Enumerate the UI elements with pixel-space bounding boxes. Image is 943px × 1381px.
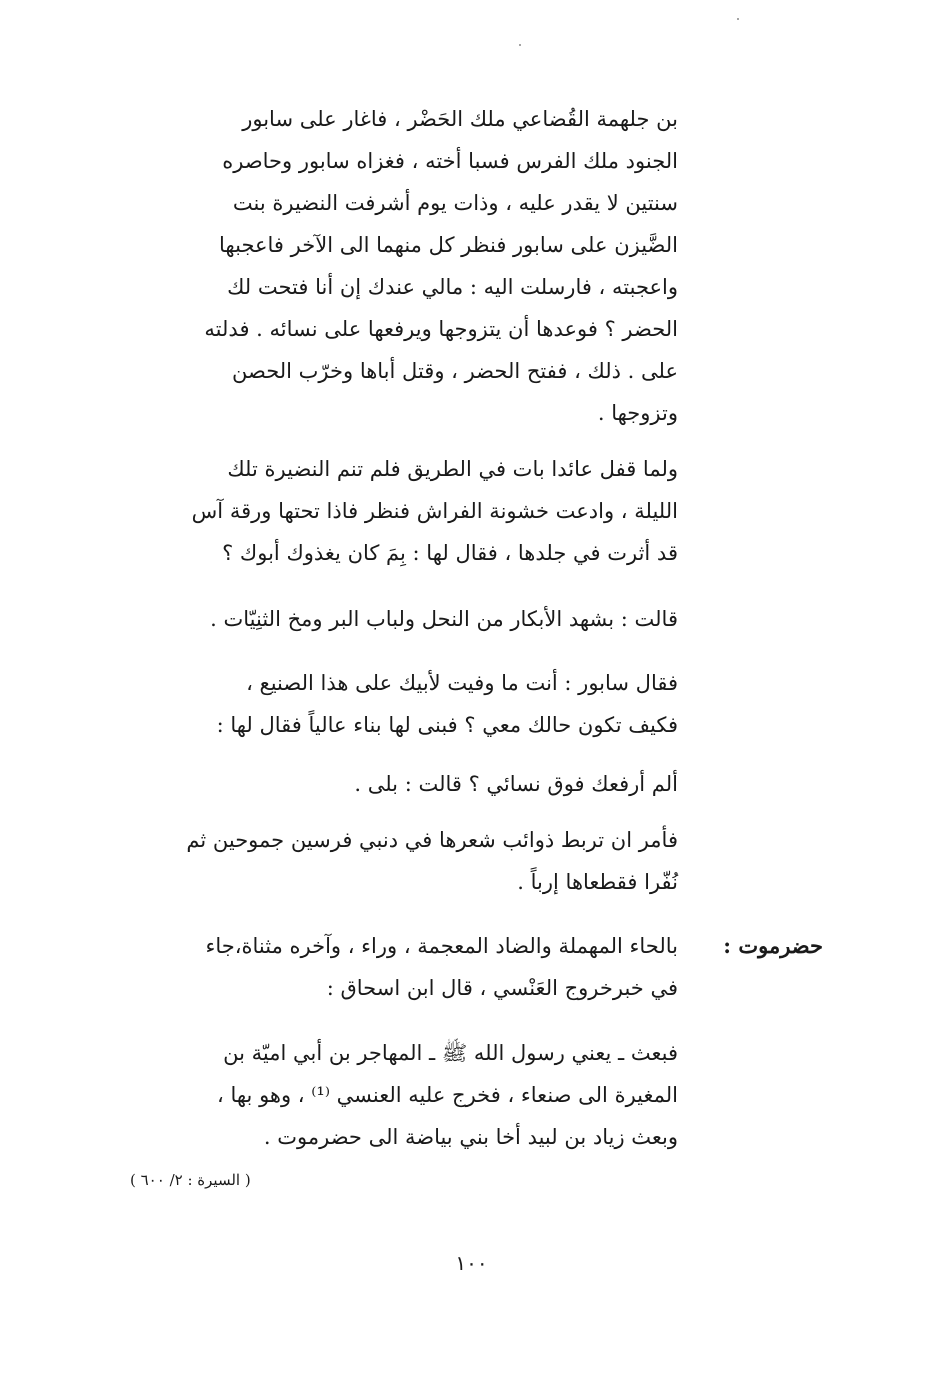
ink-speck xyxy=(519,44,521,46)
text-line: الجنود ملك الفرس فسبا أخته ، فغزاه سابور وحاصره xyxy=(222,149,678,173)
text-line: قالت : بشهد الأبكار من النحل ولباب البر ومخ الثنِيّات . xyxy=(210,607,678,631)
text-line: على . ذلك ، ففتح الحضر ، وقتل أباها وخرّب الحصن xyxy=(232,359,678,383)
text-line: واعجبته ، فارسلت اليه : مالي عندك إن أنا فتحت لك xyxy=(227,275,678,299)
text-line: المغيرة الى صنعاء ، فخرج عليه العنسي ⁽¹⁾ ، وهو بها ، xyxy=(217,1083,678,1107)
text-line: في خبرخروج العَنْسي ، قال ابن اسحاق : xyxy=(326,976,678,1000)
paragraph-4 xyxy=(130,662,678,746)
paragraph-5 xyxy=(130,763,678,805)
text-line: سنتين لا يقدر عليه ، وذات يوم أشرفت النضيرة بنت xyxy=(232,191,678,215)
text-line: الحضر ؟ فوعدها أن يتزوجها ويرفعها على نسائه . فدلته xyxy=(204,317,678,341)
text-line: فقال سابور : أنت ما وفيت لأبيك على هذا الصنيع ، xyxy=(246,671,678,695)
entry-hadramawt-text xyxy=(130,925,678,1009)
paragraph-7 xyxy=(130,1032,678,1158)
text-line: ألم أرفعك فوق نسائي ؟ قالت : بلى . xyxy=(354,772,678,796)
paragraph-6 xyxy=(130,819,678,903)
text-line: فأمر ان تربط ذوائب شعرها في دنبي فرسين جموحين ثم xyxy=(186,828,678,852)
paragraph-3 xyxy=(130,598,678,640)
text-line: بن جلهمة القُضاعي ملك الحَضْر ، فاغار على سابور xyxy=(242,107,678,131)
paragraph-2 xyxy=(130,448,678,574)
text-line: فكيف تكون حالك معي ؟ فبنى لها بناء عالياً فقال لها : xyxy=(216,713,678,737)
text-line: وتزوجها . xyxy=(597,401,678,425)
text-line: بالحاء المهملة والضاد المعجمة ، وراء ، وآخره مثناة،جاء xyxy=(205,934,678,958)
text-line: وبعث زياد بن لبيد أخا بني بياضة الى حضرموت . xyxy=(263,1125,678,1149)
text-line: ولما قفل عائدا بات في الطريق فلم تنم النضيرة تلك xyxy=(227,457,678,481)
text-line: نُفّرا فقطعاها إرباً . xyxy=(517,870,678,894)
text-line: الضَّيزن على سابور فنظر كل منهما الى الآخر فاعجبها xyxy=(219,233,678,257)
ink-speck xyxy=(737,18,739,20)
page-number: ١٠٠ xyxy=(455,1251,488,1275)
source-citation: ( السيرة : ٢/ ٦٠٠ ) xyxy=(130,1171,251,1189)
text-line: الليلة ، وادعت خشونة الفراش فنظر فاذا تحتها ورقة آس xyxy=(191,499,678,523)
entry-heading-hadramawt: حضرموت : xyxy=(723,933,823,958)
paragraph-1 xyxy=(130,98,678,434)
text-line: قد أثرت في جلدها ، فقال لها : بِمَ كان يغذوك أبوك ؟ xyxy=(222,541,678,565)
text-line: فبعث ـ يعني رسول الله ﷺ ـ المهاجر بن أبي اميّة بن xyxy=(223,1041,678,1065)
